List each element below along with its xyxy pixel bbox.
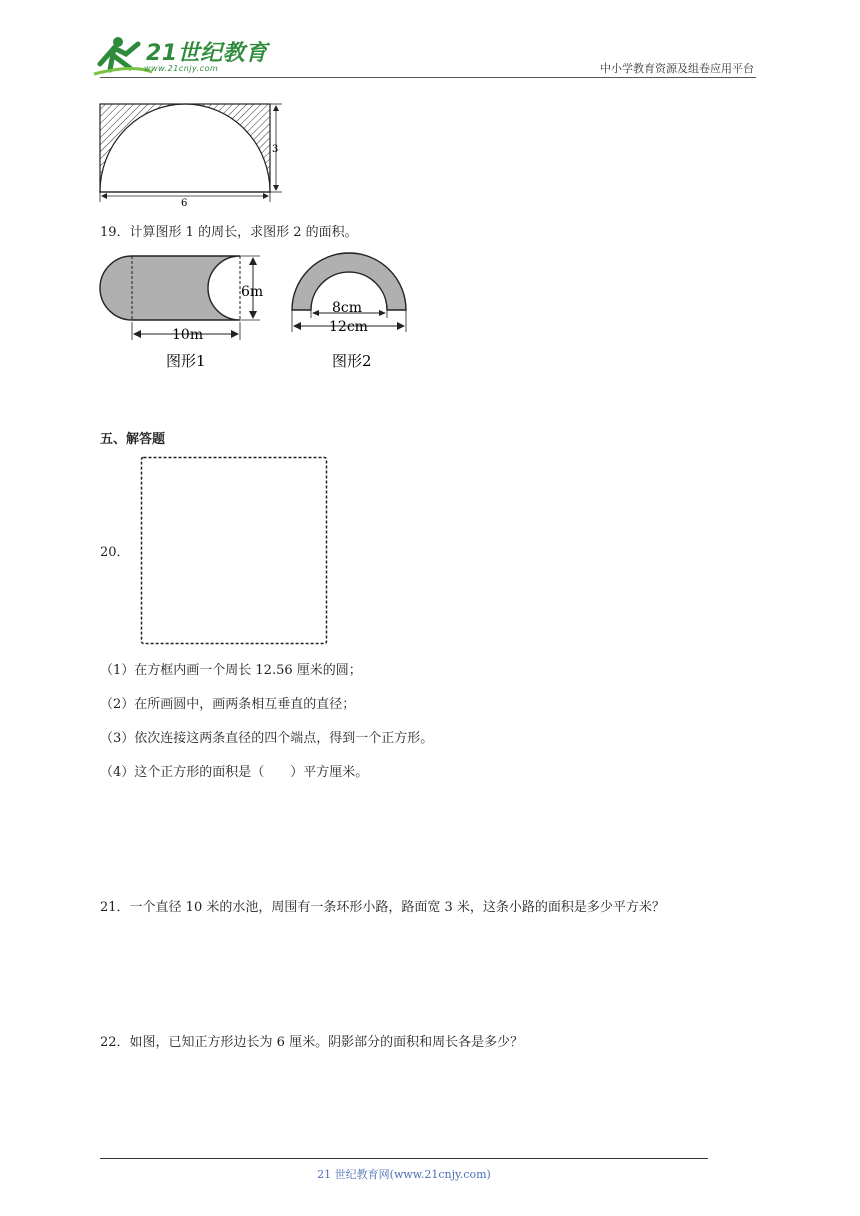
figure-2-outer-label: 12cm — [329, 319, 368, 335]
question-20-step-4: （4）这个正方形的面积是（ ）平方厘米。 — [100, 765, 369, 780]
platform-name: 中小学教育资源及组卷应用平台 — [600, 62, 754, 75]
figure-1-length-label: 10m — [172, 327, 204, 343]
section-title: 五、解答题 — [100, 432, 166, 447]
dashed-square-box — [140, 456, 330, 646]
figure-2-caption: 图形2 — [332, 352, 372, 370]
question-20-step-2: （2）在所画圆中，画两条相互垂直的直径； — [100, 697, 356, 712]
question-22: 22．如图，已知正方形边长为 6 厘米。阴影部分的面积和周长各是多少？ — [100, 1035, 524, 1050]
footer-divider — [100, 1158, 708, 1159]
figure-2 — [284, 250, 414, 374]
question-21: 21．一个直径 10 米的水池，周围有一条环形小路，路面宽 3 米，这条小路的面积是多少平方米？ — [100, 900, 665, 915]
figure-1-caption: 图形1 — [166, 352, 206, 370]
height-label: 3 — [272, 144, 279, 155]
logo-text: 21世纪教育 — [146, 41, 268, 66]
header-divider — [100, 77, 756, 78]
question-20-step-1: （1）在方框内画一个周长 12.56 厘米的圆； — [100, 663, 362, 678]
footer-text: 21 世纪教育网(www.21cnjy.com) — [317, 1168, 491, 1181]
figure-2-inner-label: 8cm — [332, 300, 363, 316]
width-label: 6 — [181, 198, 188, 208]
page-header — [0, 0, 860, 80]
question-20-step-3: （3）依次连接这两条直径的四个端点，得到一个正方形。 — [100, 731, 434, 746]
figure-semicircle-in-rectangle — [92, 96, 292, 208]
question-19: 19．计算图形 1 的周长，求图形 2 的面积。 — [100, 225, 358, 240]
figure-1 — [98, 250, 278, 374]
figure-1-height-label: 6m — [241, 284, 264, 300]
question-20-number: 20． — [100, 545, 130, 560]
logo-url: www.21cnjy.com — [144, 64, 219, 73]
figure-1-shape — [100, 256, 240, 320]
